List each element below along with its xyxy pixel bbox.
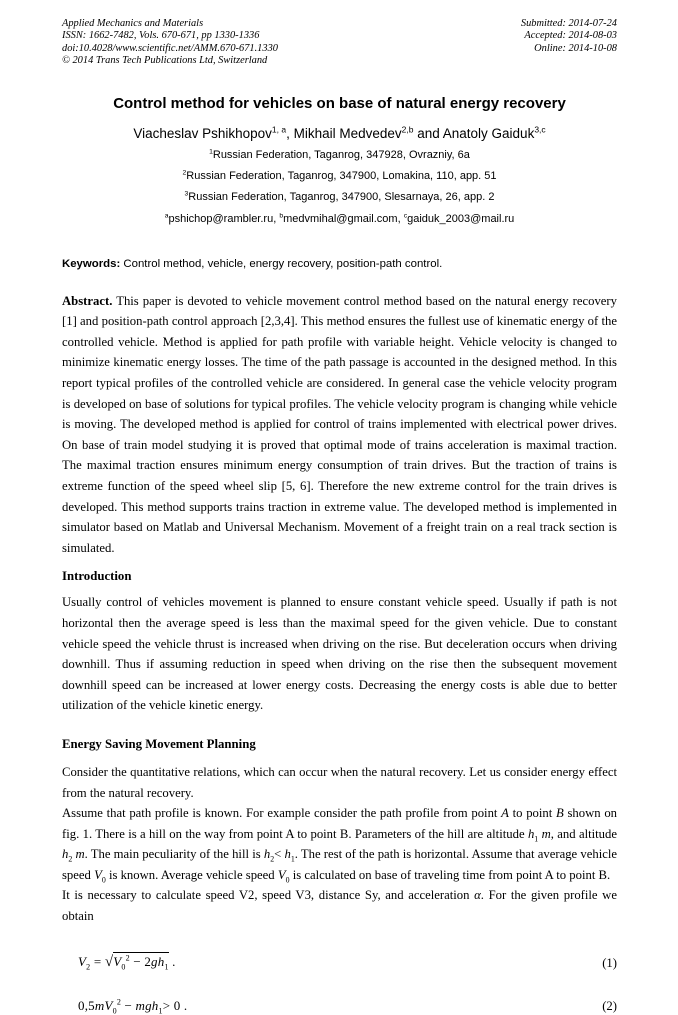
equation-1-body bbox=[62, 954, 176, 971]
doi-line: doi:10.4028/www.scientific.net/AMM.670-671.1330 bbox=[62, 42, 278, 54]
affiliation-1: $^1$Russian Federation, Taganrog, 347928, Ovrazniy, 6a bbox=[209, 147, 470, 161]
energy-saving-paragraph-2: Assume that path profile is known. For example consider the path profile from point A to point B shown on fig. 1. There is a hill on the way from point A to point B. Parameters of the hill are altitude $h_1$ m, and altitude $h_2$ m. The main peculiarity of the hill is $h_2< h_1$. The rest of the path is horizontal. Assume that average vehicle speed $V_0$ is known. Average vehicle speed $V_0$ is calculated on base of traveling time from point A to point B. bbox=[62, 806, 618, 885]
keywords-label: Keywords: bbox=[62, 257, 121, 270]
copyright-line: © 2014 Trans Tech Publications Ltd, Switzerland bbox=[62, 55, 268, 67]
section-heading-introduction: Introduction bbox=[62, 569, 132, 584]
introduction-paragraph: Usually control of vehicles movement is planned to ensure constant vehicle speed. Usually if path is not horizontal then the average speed is less than the maximal speed for the given vehicle. Due to constant vehicle speed the vehicle thrust is increased when driving on the rise. But deceleration occurs when driving downhill. Thus if assuming reduction in speed when driving on the rise then the subsequent movement downhill speed can be increased at lower energy costs. Decreasing the energy costs is able due to better utilization of the vehicle kinetic energy. bbox=[62, 595, 617, 713]
submitted-date: Submitted: 2014-07-24 bbox=[520, 18, 617, 29]
equation-1-end: . bbox=[168, 953, 176, 969]
equation-1-number: (1) bbox=[602, 955, 617, 970]
authors-line: Viacheslav Pshikhopov$^{1, a}$, Mikhail Medvedev$^{2,b}$ and Anatoly Gaiduk$^{3,c}$ bbox=[133, 124, 546, 141]
keywords-text: Control method, vehicle, energy recovery, position-path control. bbox=[120, 257, 443, 270]
energy-saving-paragraph-3: It is necessary to calculate speed V2, speed V3, distance Sy, and acceleration α. For the given profile we obtain bbox=[62, 888, 617, 924]
online-date: Online: 2014-10-08 bbox=[534, 42, 617, 54]
equation-2-number: (2) bbox=[602, 998, 617, 1013]
keywords-line bbox=[62, 258, 617, 270]
author-emails: $^a$pshichop@rambler.ru, $^b$medvmihal@gmail.com, $^c$gaiduk_2003@mail.ru bbox=[164, 211, 515, 225]
affiliation-3: $^3$Russian Federation, Taganrog, 347900, Slesarnaya, 26, app. 2 bbox=[184, 189, 495, 203]
equation-1-lhs: $V_2$ = bbox=[78, 953, 105, 972]
energy-saving-paragraph-1: Consider the quantitative relations, which can occur when the natural recovery. Let us consider energy effect from the natural recovery. bbox=[62, 764, 617, 800]
issn-line: ISSN: 1662-7482, Vols. 670-671, pp 1330-1336 bbox=[62, 30, 260, 42]
paper-title: Control method for vehicles on base of natural energy recovery bbox=[113, 94, 566, 112]
masthead bbox=[62, 18, 617, 68]
journal-name: Applied Mechanics and Materials bbox=[62, 18, 204, 29]
sqrt-icon: √ bbox=[104, 953, 114, 970]
accepted-date: Accepted: 2014-08-03 bbox=[524, 30, 617, 42]
abstract-paragraph: Abstract. This paper is devoted to vehicle movement control method based on the natural energy recovery [1] and position-path control approach [2,3,4]. This method ensures the fullest use of kinematic energy of the controlled vehicle. Method is applied for path profile with variable height. Vehicle velocity is changed to minimize kinematic energy losses. The time of the path passage is accounted in the designed method. In this report typical profiles of the controlled vehicle are considered. In general case the vehicle velocity program is developed on base of solutions for typical profiles. The vehicle velocity program is changing while vehicle is moving. The developed method is applied for control of trains implemented with electrical power drives. On base of train model studying it is proved that optimal mode of trains acceleration is maximal traction. The maximal traction ensures minimum energy consumption of train drives. But the traction of trains is extreme function of the speed wheel slip [5, 6]. Therefore the new extreme control for the train drives is developed. This method supports trains traction in extreme value. The developed method is implemented in simulator based on Matlab and Universal Mechanism. Movement of a freight train on a real track section is simulated. bbox=[62, 293, 617, 555]
masthead-left bbox=[62, 18, 278, 68]
equation-2-body: $0,5mV_0^2 - mgh_1> 0$ . bbox=[78, 997, 188, 1015]
equation-2 bbox=[62, 998, 617, 1014]
masthead-right bbox=[521, 18, 617, 55]
affiliation-2: $^2$Russian Federation, Taganrog, 347900, Lomakina, 110, app. 51 bbox=[182, 168, 497, 182]
equation-1-radicand: $V_0^2 - 2gh_1$ bbox=[113, 953, 169, 972]
equation-1 bbox=[62, 954, 617, 971]
section-heading-energy-saving: Energy Saving Movement Planning bbox=[62, 736, 256, 751]
